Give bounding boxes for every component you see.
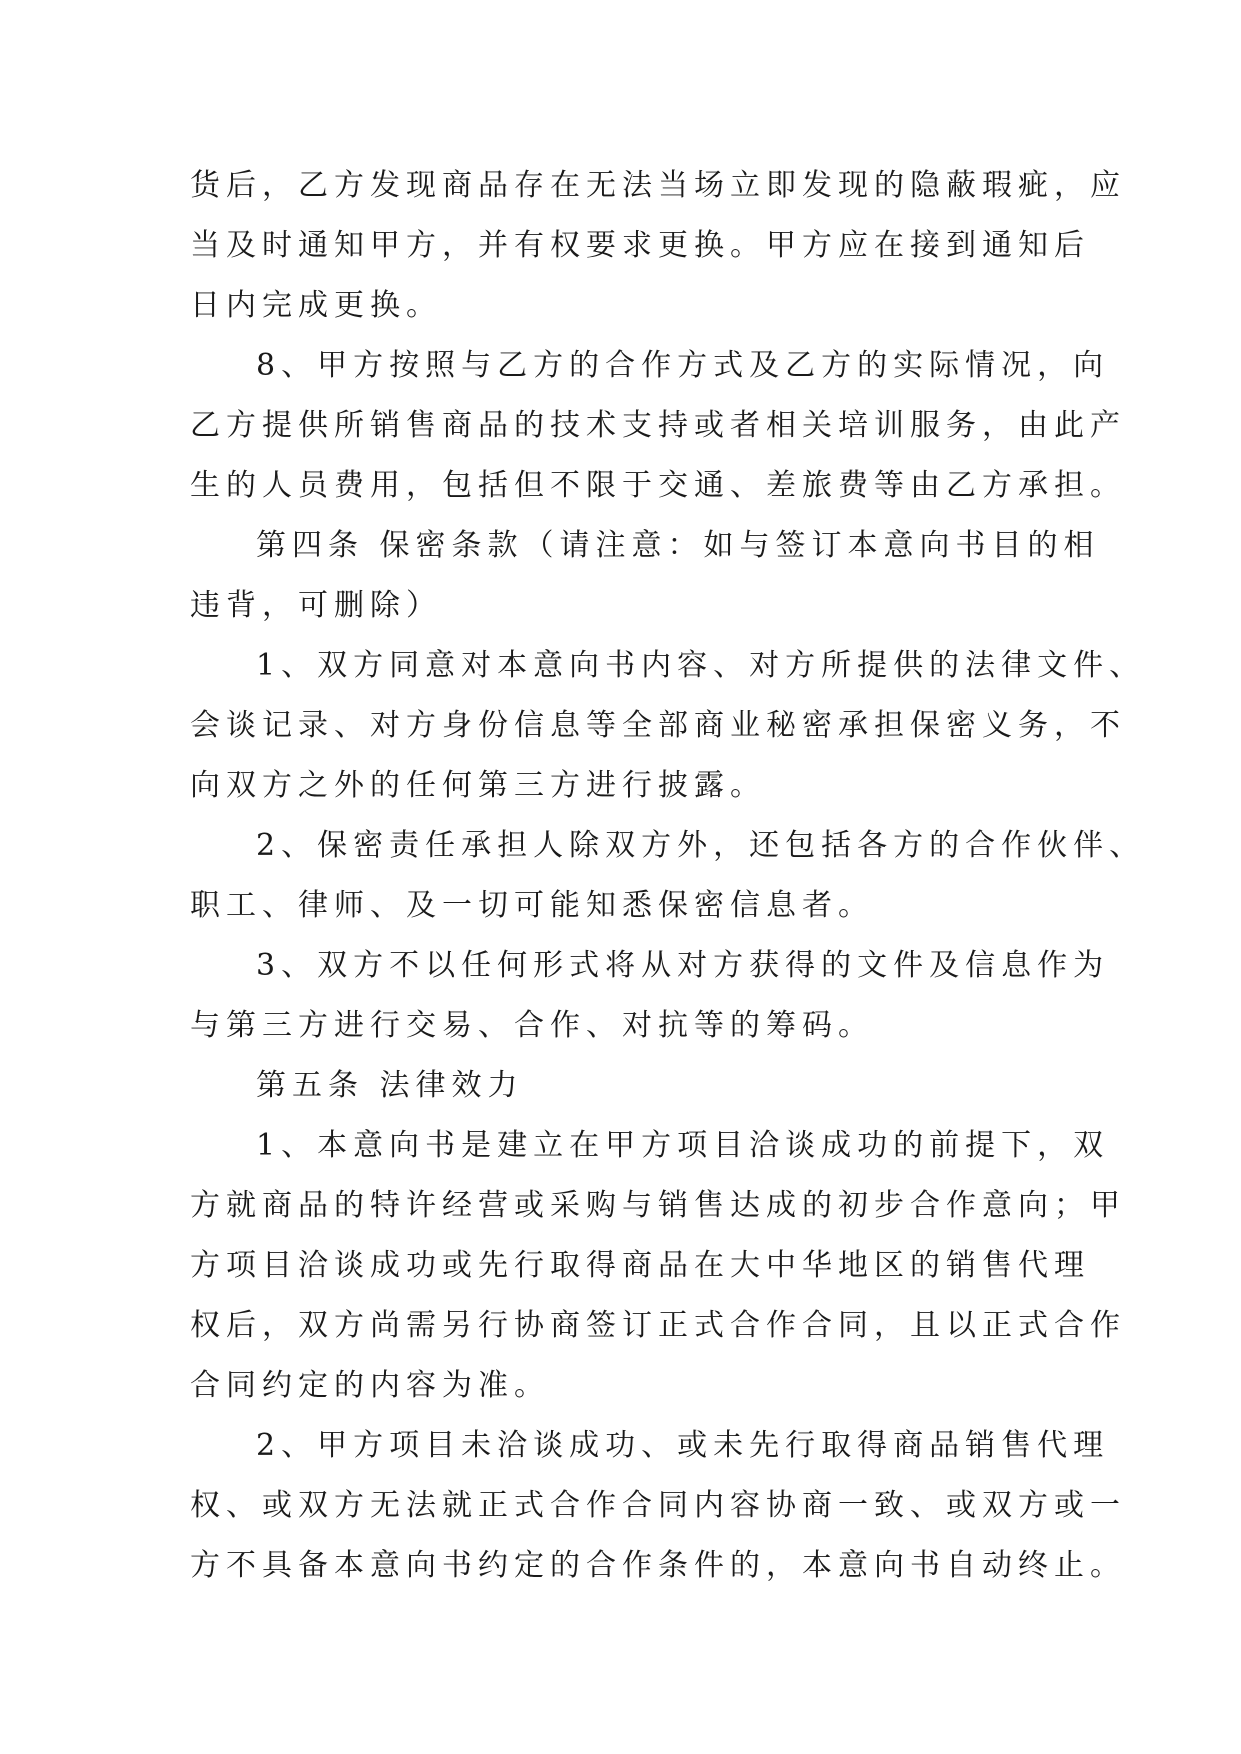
text-line: 会谈记录、对方身份信息等全部商业秘密承担保密义务，不 — [190, 708, 1126, 743]
text-line: 向双方之外的任何第三方进行披露。 — [190, 768, 766, 803]
text-line: 权、或双方无法就正式合作合同内容协商一致、或双方或一 — [190, 1488, 1126, 1523]
text-line: 2、保密责任承担人除双方外，还包括各方的合作伙伴、 — [256, 828, 1146, 863]
text-line: 2、甲方项目未洽谈成功、或未先行取得商品销售代理 — [256, 1428, 1110, 1463]
document-body — [190, 156, 1146, 1596]
section-heading: 第四条 保密条款（请注意：如与签订本意向书目的相 — [256, 528, 1100, 563]
text-line: 方项目洽谈成功或先行取得商品在大中华地区的销售代理 — [190, 1248, 1090, 1283]
text-line: 乙方提供所销售商品的技术支持或者相关培训服务，由此产 — [190, 408, 1126, 443]
text-line: 1、本意向书是建立在甲方项目洽谈成功的前提下，双 — [256, 1128, 1110, 1163]
text-line: 方就商品的特许经营或采购与销售达成的初步合作意向；甲 — [190, 1188, 1126, 1223]
text-line: 3、双方不以任何形式将从对方获得的文件及信息作为 — [256, 948, 1110, 983]
text-line: 日内完成更换。 — [190, 288, 442, 323]
text-line: 权后，双方尚需另行协商签订正式合作合同，且以正式合作 — [190, 1308, 1126, 1343]
section-heading: 第五条 法律效力 — [256, 1068, 524, 1103]
text-line: 职工、律师、及一切可能知悉保密信息者。 — [190, 888, 874, 923]
text-line: 与第三方进行交易、合作、对抗等的筹码。 — [190, 1008, 874, 1043]
text-line: 当及时通知甲方，并有权要求更换。甲方应在接到通知后 — [190, 228, 1090, 263]
text-line: 方不具备本意向书约定的合作条件的，本意向书自动终止。 — [190, 1548, 1126, 1583]
text-line: 货后，乙方发现商品存在无法当场立即发现的隐蔽瑕疵，应 — [190, 168, 1126, 203]
text-line: 违背，可删除） — [190, 588, 442, 623]
text-line: 8、甲方按照与乙方的合作方式及乙方的实际情况，向 — [256, 348, 1110, 383]
text-line: 生的人员费用，包括但不限于交通、差旅费等由乙方承担。 — [190, 468, 1126, 503]
text-line: 合同约定的内容为准。 — [190, 1368, 550, 1403]
text-line: 1、双方同意对本意向书内容、对方所提供的法律文件、 — [256, 648, 1146, 683]
